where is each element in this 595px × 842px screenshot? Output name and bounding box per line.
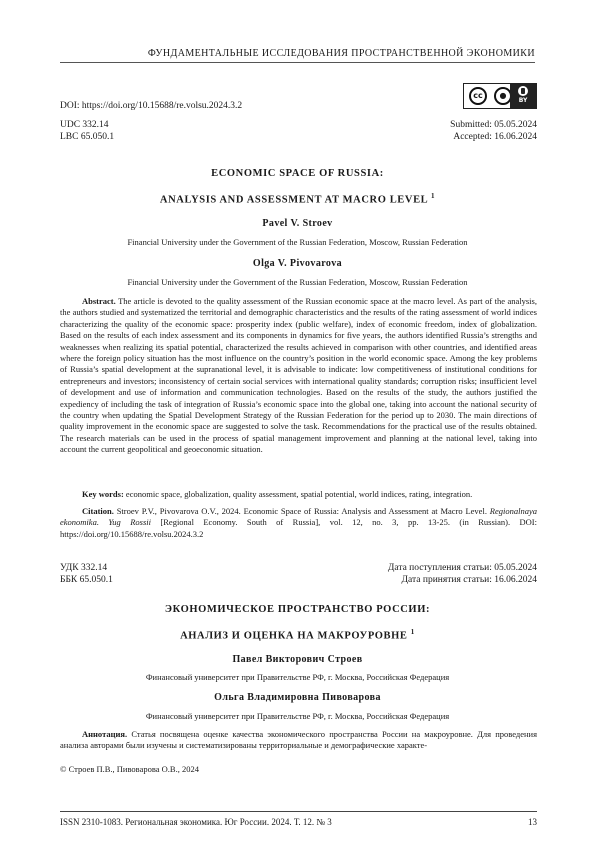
en-title-line1: ECONOMIC SPACE OF RUSSIA: xyxy=(211,168,384,179)
en-title xyxy=(60,163,535,212)
citation-label: Citation. xyxy=(82,506,114,516)
ru-annotation xyxy=(60,729,537,752)
ru-accepted-date: Дата принятия статьи: 16.06.2024 xyxy=(401,575,537,585)
ru-affiliation-1: Финансовый университет при Правительстве РФ, г. Москва, Российская Федерация xyxy=(145,672,450,682)
received-date: Дата поступления статьи: 05.05.2024 xyxy=(387,563,537,573)
en-author-2: Olga V. Pivovarova xyxy=(252,258,343,269)
page-footer xyxy=(60,817,537,827)
en-affiliation-2: Financial University under the Government of the Russian Federation, Moscow, Russian Federation xyxy=(127,277,468,287)
citation-journal: Regionalnaya ekonomika. Yug Rossii xyxy=(60,506,537,528)
page-number: 13 xyxy=(528,817,537,827)
annotation-label: Аннотация. xyxy=(82,729,128,739)
lbc-code: LBC 65.050.1 xyxy=(60,132,115,142)
en-title-line2-text: ANALYSIS AND ASSESSMENT AT MACRO LEVEL xyxy=(159,194,428,206)
keywords-label: Key words: xyxy=(82,489,124,499)
keywords-text: economic space, globalization, quality assessment, spatial potential, world indices, rating, integration. xyxy=(125,489,473,499)
ru-dates xyxy=(388,562,537,586)
by-label xyxy=(510,84,536,108)
footer-issn: ISSN 2310-1083. Региональная экономика. Юг России. 2024. Т. 12. № 3 xyxy=(60,817,332,827)
ru-author-2: Ольга Владимировна Пивоварова xyxy=(214,692,381,703)
ru-title-line2 xyxy=(60,621,535,648)
en-abstract xyxy=(60,296,537,456)
copyright: © Строев П.В., Пивоварова О.В., 2024 xyxy=(60,764,199,774)
attribution-icon: ● xyxy=(494,87,512,105)
ru-affiliation-2: Финансовый университет при Правительстве РФ, г. Москва, Российская Федерация xyxy=(145,711,450,721)
journal-header: ФУНДАМЕНТАЛЬНЫЕ ИССЛЕДОВАНИЯ ПРОСТРАНСТВЕННОЙ ЭКОНОМИКИ xyxy=(60,48,535,63)
citation-text-b: [Regional Economy. South of Russia], vol. 12, no. 3, pp. 13-25. (in Russian). DOI: https://doi.org/10.15688/re.volsu.2024.3.2 xyxy=(60,517,537,539)
en-citation xyxy=(60,506,537,540)
doi-link[interactable]: DOI: https://doi.org/10.15688/re.volsu.2024.3.2 xyxy=(60,101,243,111)
cc-by-license-badge[interactable] xyxy=(463,83,537,109)
udk-code: УДК 332.14 xyxy=(60,563,108,573)
cc-badge-left xyxy=(464,84,510,108)
ru-title xyxy=(60,599,535,648)
annotation-text: Статья посвящена оценке качества экономического пространства России на макроуровне. Для проведения анализа авторами были изучены и систематизированы территориальные и демографические характе- xyxy=(60,729,538,751)
en-title-line2 xyxy=(60,185,535,212)
cc-icon: cc xyxy=(469,87,487,105)
en-affiliation-1: Financial University under the Government of the Russian Federation, Moscow, Russian Federation xyxy=(127,237,468,247)
udc-code: UDC 332.14 xyxy=(60,120,109,130)
footnote-mark[interactable]: 1 xyxy=(430,192,436,200)
submitted-date: Submitted: 05.05.2024 xyxy=(450,120,537,130)
en-author-1: Pavel V. Stroev xyxy=(262,218,333,229)
ru-classification xyxy=(60,562,113,586)
footer-divider xyxy=(60,811,537,812)
en-dates xyxy=(450,119,537,143)
person-icon xyxy=(518,86,528,96)
ru-title-line1: ЭКОНОМИЧЕСКОЕ ПРОСТРАНСТВО РОССИИ: xyxy=(164,604,431,615)
accepted-date: Accepted: 16.06.2024 xyxy=(453,132,537,142)
ru-title-line2-text: АНАЛИЗ И ОЦЕНКА НА МАКРОУРОВНЕ xyxy=(180,630,408,642)
ru-footnote-mark[interactable]: 1 xyxy=(410,628,415,636)
en-classification xyxy=(60,119,114,143)
abstract-label: Abstract. xyxy=(82,296,116,306)
bbk-code: ББК 65.050.1 xyxy=(60,575,113,585)
abstract-text: The article is devoted to the quality assessment of the Russian economic space at the macro level. As part of the analysis, the authors studied and systematized the territorial and demographic characteristics and the results of the rating assessment of world indices characterizing the quality of the economic space: prosperity index (public welfare), index of economic freedom, index of globalization. Based on the results of each index assessment and its components in dynamics for five years, the authors identified Russia’s strengths and weaknesses when realizing its spatial potential, characterized the results achieved in comparison with other countries, and identified areas where the foreign policy situation has the most influence on the country’s position in the world economic space. Among the key problems of Russia’s spatial development at the supranational level, it is advisable to indicate: low competitiveness of institutional conditions for entrepreneurs and investors; inconsistency of certain social services with international quality standards; corruption risks; insufficient level of development and use of information and communication technologies. Based on the results of the study, the authors justified the expediency of including the task of integration of Russia’s economic space into the global one, taking into account the national security of the country when updating the Spatial Development Strategy of the Russian Federation for the period up to 2030. The main directions of quality improvement in the economic space are suggested to solve the task. Recommendations for the practical use of the results obtained. The research materials can be used in the process of spatial management improvement and planning at the national level, taking into account the current geopolitical and geoeconomic situation. xyxy=(60,296,537,455)
by-text: BY xyxy=(518,97,528,104)
citation-text-a: Stroev P.V., Pivovarova O.V., 2024. Economic Space of Russia: Analysis and Assessment at Macro Level. xyxy=(116,506,487,516)
ru-author-1: Павел Викторович Строев xyxy=(232,654,363,665)
en-keywords xyxy=(60,489,537,500)
